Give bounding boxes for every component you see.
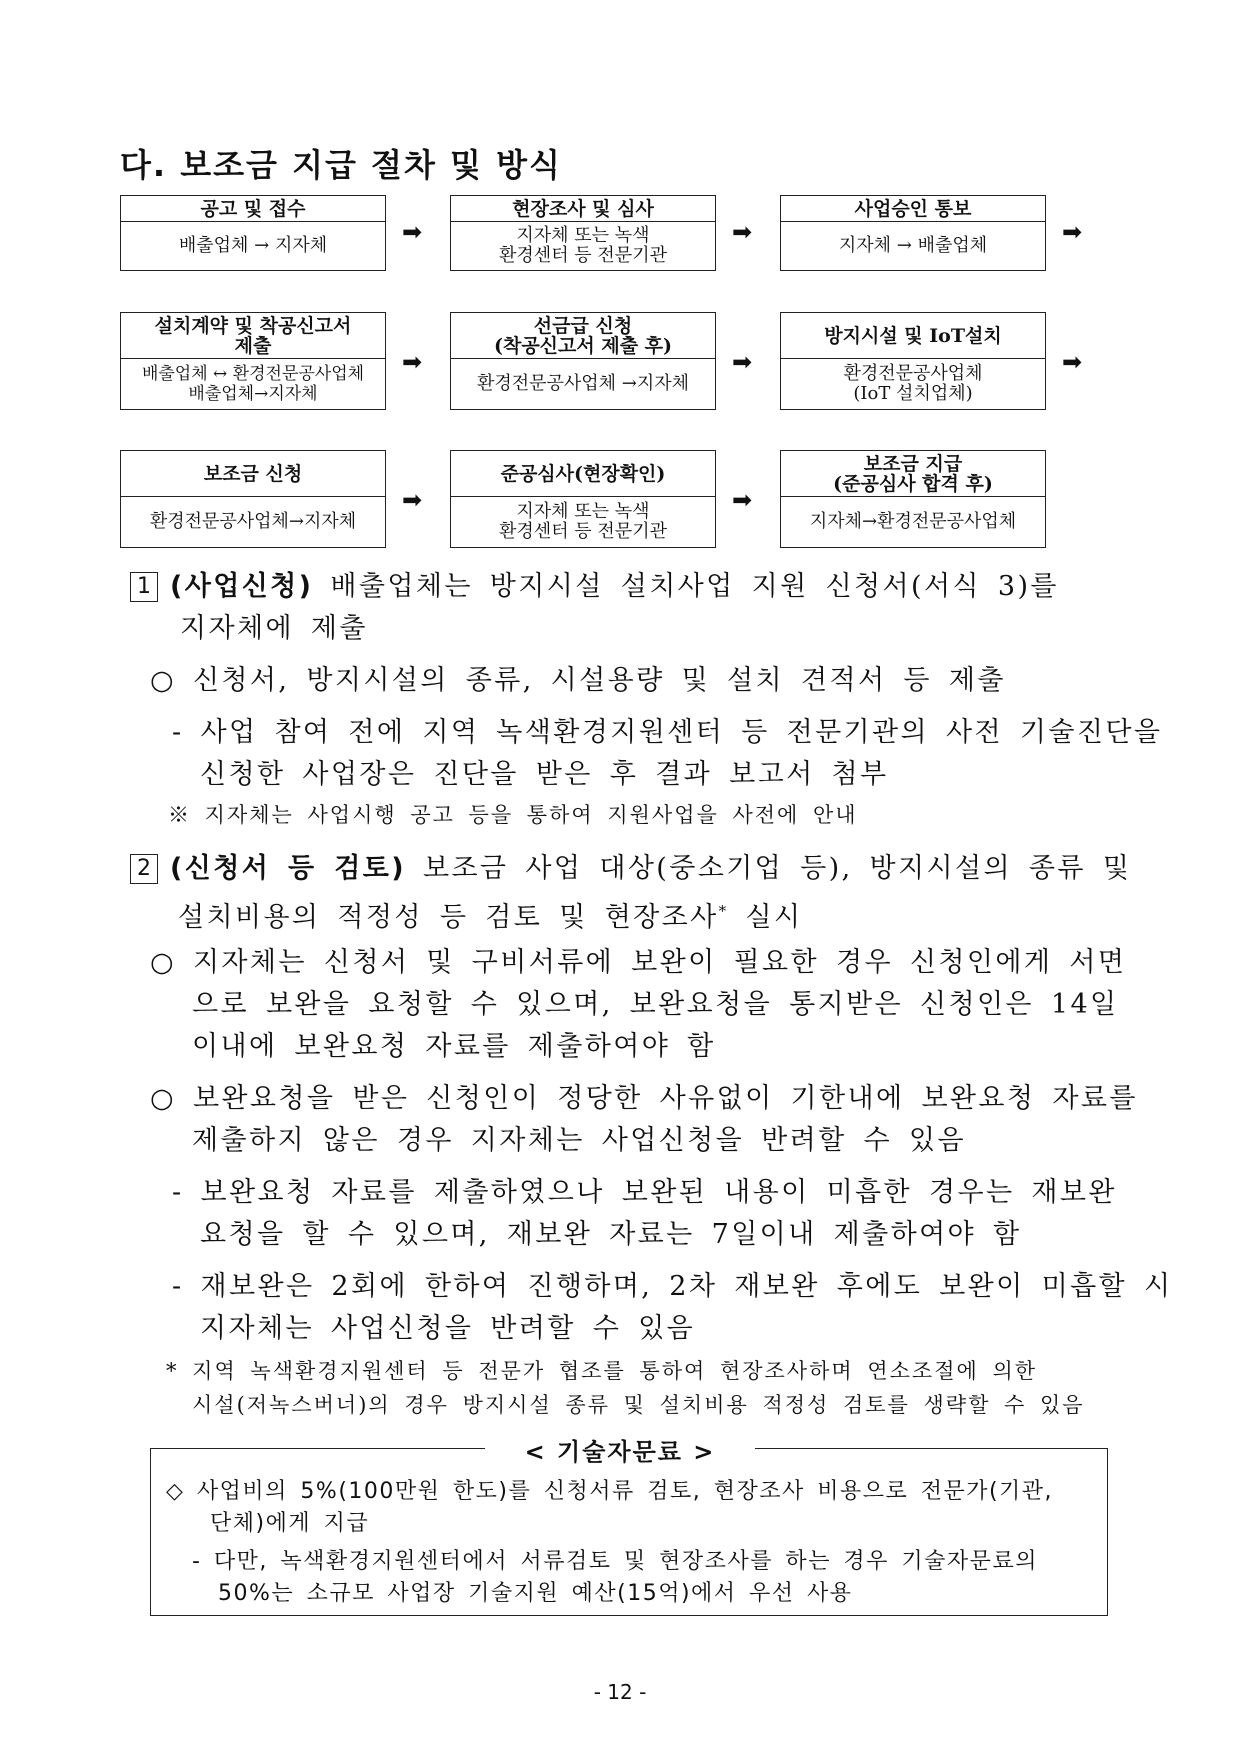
item2-line2 — [178, 890, 802, 939]
arrow-right-icon: ➡ — [402, 486, 423, 514]
item2-dash1a: - 보완요청 자료를 제출하였으나 보완된 내용이 미흡한 경우는 재보완 — [172, 1177, 1117, 1208]
flow-box-body-line: 환경센터 등 전문기관 — [499, 244, 667, 266]
flow-box-head: 현장조사 및 심사 — [451, 196, 715, 222]
flow-box-body: 환경전문공사업체→지자체 — [149, 510, 357, 532]
flow-box-subsidy-application — [120, 450, 386, 548]
item2-title: (신청서 등 검토) — [170, 853, 406, 884]
item2-bullet2b: 제출하지 않은 경우 지자체는 사업신청을 반려할 수 있음 — [192, 1125, 966, 1156]
item2-footnote-line2: 시설(저녹스버너)의 경우 방지시설 종류 및 설치비용 적정성 검토를 생략할 수 있음 — [192, 1393, 1085, 1417]
flow-box-head: 보조금 신청 — [121, 451, 385, 497]
flow-box-head — [781, 451, 1045, 497]
flow-box-contract — [120, 312, 386, 410]
consulting-fee-title — [0, 1432, 1240, 1467]
item2-dash2b: 지자체는 사업신청을 반려할 수 있음 — [200, 1313, 696, 1344]
flow-box-head: 공고 및 접수 — [121, 196, 385, 222]
flow-box-head-line: (준공심사 합격 후) — [833, 472, 993, 495]
flow-box-site-inspection — [450, 195, 716, 271]
item1-dash1a: - 사업 참여 전에 지역 녹색환경지원센터 등 전문기관의 사전 기술진단을 — [172, 717, 1163, 748]
flow-box-body: 지자체→환경전문공사업체 — [809, 510, 1017, 532]
flow-box-approval-notice — [780, 195, 1046, 271]
item2-line2-end: 실시 — [728, 902, 803, 933]
info-line1: ◇ 사업비의 5%(100만원 한도)를 신청서류 검토, 현장조사 비용으로 전문가(기관, — [166, 1479, 1054, 1504]
flow-box-body: 지자체 → 배출업체 — [838, 234, 988, 256]
flow-box-body — [121, 359, 385, 408]
flow-box-head-line: 보조금 지급 — [863, 452, 963, 475]
arrow-right-icon: ➡ — [402, 348, 423, 376]
flow-box-body — [451, 497, 715, 546]
arrow-right-icon: ➡ — [402, 218, 423, 246]
item1-line1 — [130, 566, 1059, 608]
flow-box-body-line: 지자체 또는 녹색 — [516, 500, 650, 522]
flow-box-body-line: (IoT 설치업체) — [853, 382, 973, 404]
item2-line2-text: 설치비용의 적정성 등 검토 및 현장조사 — [178, 902, 719, 933]
info-line4: 50%는 소규모 사업장 기술지원 예산(15억)에서 우선 사용 — [218, 1581, 853, 1606]
arrow-right-icon: ➡ — [732, 218, 753, 246]
info-line2: 단체)에게 지급 — [210, 1511, 370, 1536]
flow-box-installation — [780, 312, 1046, 410]
flow-box-subsidy-payment — [780, 450, 1046, 548]
item1-dash1b: 신청한 사업장은 진단을 받은 후 결과 보고서 첨부 — [200, 759, 889, 790]
flow-box-head-line: 제출 — [234, 334, 272, 357]
section-title: 다. 보조금 지급 절차 및 방식 — [120, 146, 562, 184]
arrow-right-icon: ➡ — [1062, 348, 1083, 376]
item2-bullet2a: ○ 보완요청을 받은 신청인이 정당한 사유없이 기한내에 보완요청 자료를 — [150, 1083, 1138, 1114]
item-number-box: 1 — [130, 572, 158, 602]
flow-box-body — [781, 359, 1045, 408]
item1-title: (사업신청) — [170, 571, 314, 602]
flow-box-head-line: 설치계약 및 착공신고서 — [154, 314, 352, 337]
item2-bullet1c: 이내에 보완요청 자료를 제출하여야 함 — [192, 1031, 716, 1062]
item1-line2: 지자체에 제출 — [180, 613, 368, 644]
item2-line1 — [130, 848, 1131, 890]
item2-bullet1a: ○ 지자체는 신청서 및 구비서류에 보완이 필요한 경우 신청인에게 서면 — [150, 947, 1127, 978]
item2-bullet1b: 으로 보완을 요청할 수 있으며, 보완요청을 통지받은 신청인은 14일 — [192, 989, 1119, 1020]
flow-box-head — [121, 313, 385, 359]
item2-dash1b: 요청을 할 수 있으며, 재보완 자료는 7일이내 제출하여야 함 — [200, 1219, 1022, 1250]
flow-box-head-line: 선금급 신청 — [533, 314, 633, 337]
flow-box-body — [451, 222, 715, 269]
flow-box-body: 배출업체 → 지자체 — [178, 234, 328, 256]
arrow-right-icon: ➡ — [732, 348, 753, 376]
item1-text: 배출업체는 방지시설 설치사업 지원 신청서(서식 3)를 — [330, 571, 1059, 602]
item2-text: 보조금 사업 대상(중소기업 등), 방지시설의 종류 및 — [422, 853, 1132, 884]
flow-box-body-line: 환경전문공사업체 — [843, 362, 983, 384]
flow-box-body-line: 환경센터 등 전문기관 — [499, 520, 667, 542]
page-number: - 12 - — [593, 1680, 647, 1704]
flow-box-head — [451, 313, 715, 359]
arrow-right-icon: ➡ — [1062, 218, 1083, 246]
flow-box-body: 환경전문공사업체 →지자체 — [476, 372, 690, 394]
footnote-marker: * — [718, 902, 729, 920]
arrow-right-icon: ➡ — [732, 486, 753, 514]
flow-box-body-line: 배출업체→지자체 — [188, 383, 318, 404]
flow-box-head: 방지시설 및 IoT설치 — [781, 313, 1045, 359]
flow-box-head: 준공심사(현장확인) — [451, 451, 715, 497]
info-line3: - 다만, 녹색환경지원센터에서 서류검토 및 현장조사를 하는 경우 기술자문료의 — [192, 1549, 1038, 1574]
flow-box-body-line: 지자체 또는 녹색 — [516, 224, 650, 246]
flow-box-announcement — [120, 195, 386, 271]
flow-box-advance-payment — [450, 312, 716, 410]
flow-box-body-line: 배출업체 ↔ 환경전문공사업체 — [141, 363, 365, 384]
item2-dash2a: - 재보완은 2회에 한하여 진행하며, 2차 재보완 후에도 보완이 미흡할 시 — [172, 1271, 1173, 1302]
flow-box-completion-inspection — [450, 450, 716, 548]
item1-bullet1: ○ 신청서, 방지시설의 종류, 시설용량 및 설치 견적서 등 제출 — [150, 665, 1006, 696]
item2-footnote-line1: * 지역 녹색환경지원센터 등 전문가 협조를 통하여 현장조사하며 연소조절에 의한 — [166, 1359, 1038, 1383]
consulting-fee-title-text: < 기술자문료 > — [485, 1438, 756, 1466]
flow-box-head: 사업승인 통보 — [781, 196, 1045, 222]
item1-note: ※ 지자체는 사업시행 공고 등을 통하여 지원사업을 사전에 안내 — [168, 803, 858, 827]
item-number-box: 2 — [130, 854, 158, 884]
flow-box-head-line: (착공신고서 제출 후) — [493, 334, 673, 357]
